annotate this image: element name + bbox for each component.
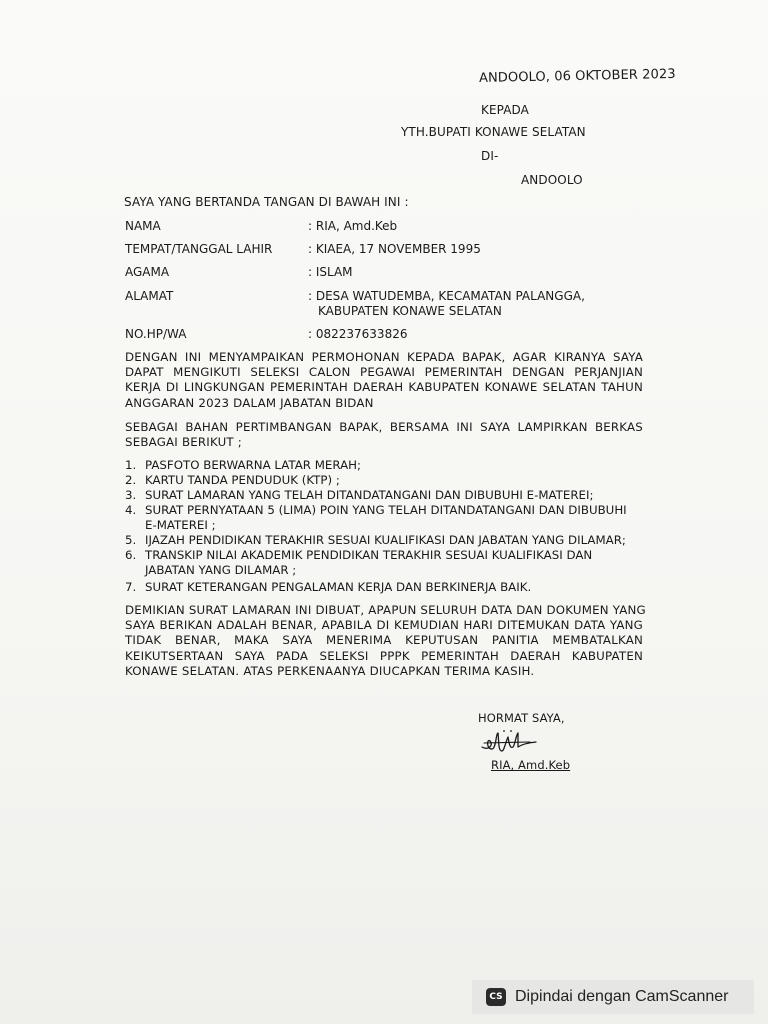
paragraph-line: SAYA BERIKAN ADALAH BENAR, APABILA DI KEMUDIAN HARI DITEMUKAN DATA YANG: [125, 618, 643, 633]
handwritten-signature: [478, 727, 540, 757]
list-text: IJAZAH PENDIDIKAN TERAKHIR SESUAI KUALIFIKASI DAN JABATAN YANG DILAMAR;: [145, 533, 626, 547]
paragraph-line: KONAWE SELATAN. ATAS PERKENAANYA DIUCAPKAN TERIMA KASIH.: [125, 663, 535, 678]
paragraph-line: ANGGARAN 2023 DALAM JABATAN BIDAN: [125, 395, 374, 410]
list-text: PASFOTO BERWARNA LATAR MERAH;: [145, 458, 361, 472]
list-number: 6.: [125, 548, 137, 562]
list-text: TRANSKIP NILAI AKADEMIK PENDIDIKAN TERAKHIR SESUAI KUALIFIKASI DAN: [145, 548, 593, 562]
field-value-hp: : 082237633826: [308, 327, 408, 341]
recipient-line: YTH.BUPATI KONAWE SELATAN: [401, 125, 586, 139]
field-value-nama: : RIA, Amd.Keb: [308, 219, 398, 233]
camscanner-watermark: [472, 980, 754, 1014]
list-text: SURAT LAMARAN YANG TELAH DITANDATANGANI DAN DIBUBUHI E-MATEREI;: [145, 488, 594, 502]
list-text: SURAT PERNYATAAN 5 (LIMA) POIN YANG TELAH DITANDATANGANI DAN DIBUBUHI: [145, 503, 627, 517]
camscanner-logo-icon: CS: [486, 988, 506, 1006]
paragraph-attachments-intro: [125, 420, 643, 450]
paragraph-request: [125, 350, 643, 411]
closing-greeting: HORMAT SAYA,: [478, 711, 565, 725]
paragraph-line: KEIKUTSERTAAN SAYA PADA SELEKSI PPPK PEMERINTAH DAERAH KABUPATEN: [125, 648, 643, 663]
signer-name: RIA, Amd.Keb: [491, 758, 571, 772]
paragraph-line: SEBAGAI BERIKUT ;: [125, 435, 242, 450]
list-text: E-MATEREI ;: [145, 518, 216, 532]
place-line: ANDOOLO: [521, 173, 583, 187]
list-text: KARTU TANDA PENDUDUK (KTP) ;: [145, 473, 340, 487]
paragraph-line: DEMIKIAN SURAT LAMARAN INI DIBUAT, APAPUN SELURUH DATA DAN DOKUMEN YANG: [125, 603, 646, 617]
list-number: 4.: [125, 503, 137, 517]
paragraph-line: SEBAGAI BAHAN PERTIMBANGAN BAPAK, BERSAMA INI SAYA LAMPIRKAN BERKAS: [125, 420, 643, 434]
list-number: 2.: [125, 473, 137, 487]
field-value-alamat: : DESA WATUDEMBA, KECAMATAN PALANGGA,: [308, 289, 585, 303]
date-line: ANDOOLO, 06 OKTOBER 2023: [478, 66, 676, 86]
field-value-agama: : ISLAM: [308, 265, 353, 279]
field-value-ttl: : KIAEA, 17 NOVEMBER 1995: [308, 242, 481, 256]
field-label-alamat: ALAMAT: [125, 289, 174, 303]
intro-line: SAYA YANG BERTANDA TANGAN DI BAWAH INI :: [124, 195, 409, 209]
field-label-nama: NAMA: [125, 219, 161, 233]
list-text: JABATAN YANG DILAMAR ;: [145, 563, 297, 577]
paragraph-line: KERJA DI LINGKUNGAN PEMERINTAH DAERAH KABUPATEN KONAWE SELATAN TAHUN: [125, 380, 643, 395]
field-label-ttl: TEMPAT/TANGGAL LAHIR: [125, 242, 273, 256]
field-label-agama: AGAMA: [125, 265, 170, 279]
paragraph-line: TIDAK BENAR, MAKA SAYA MENERIMA KEPUTUSAN PANITIA MEMBATALKAN: [125, 633, 643, 648]
list-number: 5.: [125, 533, 137, 547]
di-label: DI-: [481, 149, 499, 163]
field-value-alamat-2: KABUPATEN KONAWE SELATAN: [318, 304, 502, 318]
paragraph-line: DAPAT MENGIKUTI SELEKSI CALON PEGAWAI PEMERINTAH DENGAN PERJANJIAN: [125, 365, 643, 380]
camscanner-text: Dipindai dengan CamScanner: [515, 988, 729, 1005]
list-text: SURAT KETERANGAN PENGALAMAN KERJA DAN BERKINERJA BAIK.: [145, 580, 532, 594]
field-label-hp: NO.HP/WA: [125, 327, 187, 341]
paragraph-closing: [125, 603, 646, 679]
kepada-label: KEPADA: [481, 103, 529, 117]
list-number: 7.: [125, 580, 137, 594]
list-number: 3.: [125, 488, 137, 502]
list-number: 1.: [125, 458, 137, 472]
paragraph-line: DENGAN INI MENYAMPAIKAN PERMOHONAN KEPADA BAPAK, AGAR KIRANYA SAYA: [125, 350, 643, 364]
